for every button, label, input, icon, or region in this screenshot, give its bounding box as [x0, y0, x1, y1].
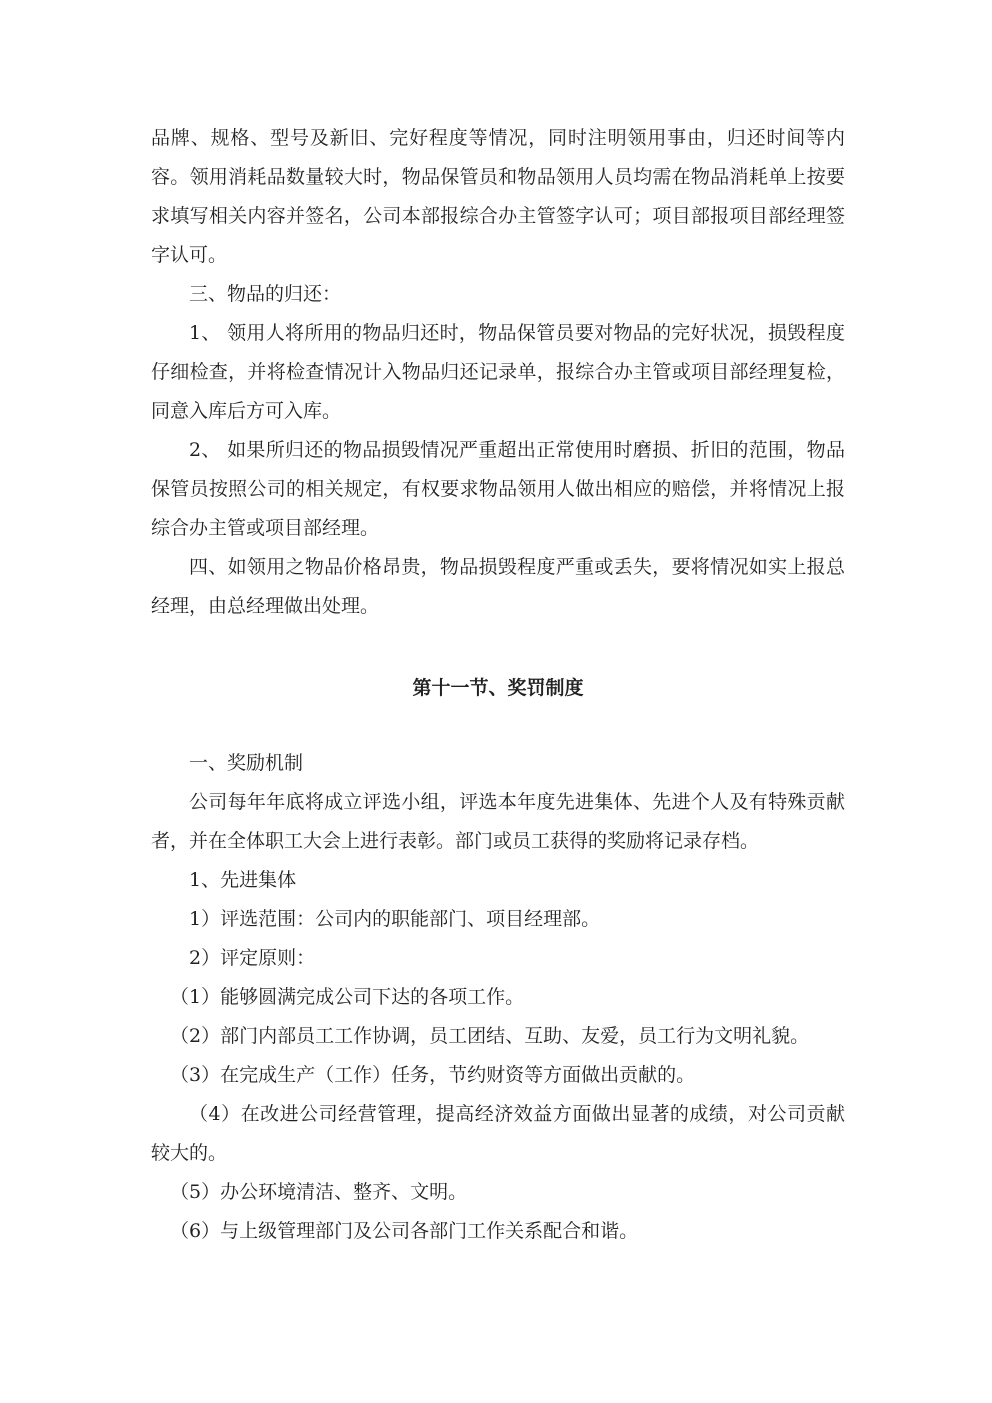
paragraph-principle-1: （1）能够圆满完成公司下达的各项工作。	[170, 986, 525, 1008]
paragraph-principle-4: （4）在改进公司经营管理，提高经济效益方面做出显著的成绩，对公司贡献较大的。	[151, 1103, 845, 1164]
paragraph-continuation: 品牌、规格、型号及新旧、完好程度等情况，同时注明领用事由，归还时间等内容。领用消耗品数量较大时，物品保管员和物品领用人员均需在物品消耗单上按要求填写相关内容并签名，公司本部报综合办主管签字认可；项目部报项目部经理签字认可。	[151, 127, 845, 266]
paragraph-principle-6: （6）与上级管理部门及公司各部门工作关系配合和谐。	[170, 1220, 639, 1242]
paragraph-principles: 2）评定原则：	[189, 947, 316, 969]
paragraph-principle-2: （2）部门内部员工工作协调，员工团结、互助、友爱，员工行为文明礼貌。	[170, 1025, 810, 1047]
paragraph-advanced-collective: 1、先进集体	[189, 869, 297, 891]
paragraph-item-four: 四、如领用之物品价格昂贵，物品损毁程度严重或丢失，要将情况如实上报总经理，由总经理做出处理。	[151, 556, 845, 617]
paragraph-principle-3: （3）在完成生产（工作）任务，节约财资等方面做出贡献的。	[170, 1064, 696, 1086]
paragraph-reward-intro: 公司每年年底将成立评选小组，评选本年度先进集体、先进个人及有特殊贡献者，并在全体职工大会上进行表彰。部门或员工获得的奖励将记录存档。	[151, 791, 845, 852]
section-title: 第十一节、奖罚制度	[412, 677, 584, 699]
paragraph-scope: 1）评选范围：公司内的职能部门、项目经理部。	[189, 908, 601, 930]
paragraph-item-return-2: 2、 如果所归还的物品损毁情况严重超出正常使用时磨损、折旧的范围，物品保管员按照公司的相关规定，有权要求物品领用人做出相应的赔偿，并将情况上报综合办主管或项目部经理。	[151, 439, 845, 539]
paragraph-principle-5: （5）办公环境清洁、整齐、文明。	[170, 1181, 468, 1203]
paragraph-item-return-heading: 三、物品的归还：	[189, 283, 342, 305]
paragraph-reward-heading: 一、奖励机制	[189, 752, 304, 774]
paragraph-item-return-1: 1、 领用人将所用的物品归还时，物品保管员要对物品的完好状况，损毁程度仔细检查，并将检查情况计入物品归还记录单，报综合办主管或项目部经理复检，同意入库后方可入库。	[151, 322, 845, 422]
section-top	[151, 119, 845, 626]
section-bottom	[151, 744, 845, 1251]
